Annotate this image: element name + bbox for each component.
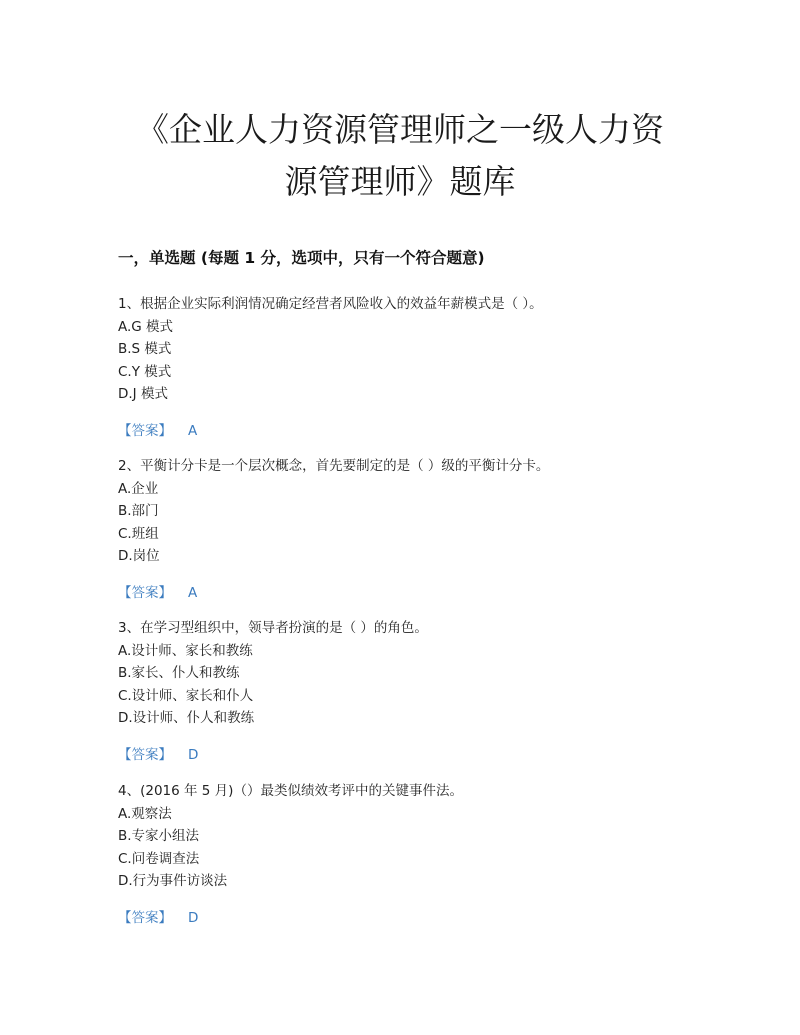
question-stem: 4、(2016 年 5 月)（）最类似绩效考评中的关键事件法。 bbox=[118, 783, 463, 799]
answer-value: A bbox=[188, 422, 198, 439]
answer-value: D bbox=[188, 909, 199, 926]
answer-label: 【答案】 bbox=[118, 422, 172, 439]
answer-row bbox=[118, 420, 718, 442]
document-title bbox=[100, 104, 700, 208]
option-d: D.行为事件访谈法 bbox=[118, 873, 228, 889]
answer-label: 【答案】 bbox=[118, 909, 172, 926]
title-line-2: 源管理师》题库 bbox=[284, 162, 516, 201]
question-stem: 1、根据企业实际利润情况确定经营者风险收入的效益年薪模式是（ ）。 bbox=[118, 296, 543, 312]
option-a: A.设计师、家长和教练 bbox=[118, 642, 253, 659]
option-a: A.观察法 bbox=[118, 805, 172, 822]
answer-value: D bbox=[188, 746, 199, 763]
question-4 bbox=[118, 780, 718, 929]
option-c: C.班组 bbox=[118, 525, 159, 542]
answer-row bbox=[118, 907, 718, 929]
answer-row bbox=[118, 744, 718, 766]
section-heading: 一，单选题 (每题 1 分，选项中，只有一个符合题意) bbox=[118, 249, 485, 267]
option-d: D.设计师、仆人和教练 bbox=[118, 710, 255, 726]
question-2 bbox=[118, 455, 718, 604]
option-b: B.家长、仆人和教练 bbox=[118, 665, 240, 681]
answer-row bbox=[118, 582, 718, 604]
option-c: C.问卷调查法 bbox=[118, 850, 200, 867]
title-line-1: 《企业人力资源管理师之一级人力资 bbox=[136, 110, 664, 149]
option-b: B.专家小组法 bbox=[118, 828, 200, 844]
option-d: D.J 模式 bbox=[118, 386, 168, 402]
question-1 bbox=[118, 293, 718, 442]
question-stem: 3、在学习型组织中，领导者扮演的是（ ）的角色。 bbox=[118, 620, 428, 636]
answer-label: 【答案】 bbox=[118, 584, 172, 601]
option-b: B.部门 bbox=[118, 503, 159, 519]
question-3 bbox=[118, 617, 718, 766]
answer-value: A bbox=[188, 584, 198, 601]
option-c: C.设计师、家长和仆人 bbox=[118, 687, 254, 704]
option-a: A.G 模式 bbox=[118, 318, 174, 335]
option-c: C.Y 模式 bbox=[118, 363, 172, 380]
option-d: D.岗位 bbox=[118, 548, 160, 564]
question-stem: 2、平衡计分卡是一个层次概念，首先要制定的是（ ）级的平衡计分卡。 bbox=[118, 458, 550, 474]
answer-label: 【答案】 bbox=[118, 746, 172, 763]
option-b: B.S 模式 bbox=[118, 341, 172, 357]
option-a: A.企业 bbox=[118, 480, 159, 497]
